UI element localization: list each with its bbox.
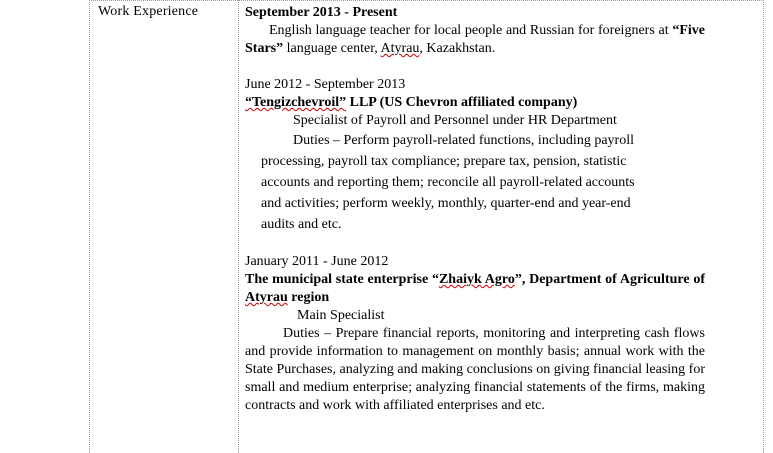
experience-column	[245, 4, 705, 415]
job2-duties	[245, 130, 705, 235]
table-row-divider	[89, 0, 764, 1]
job1-dates: September 2013 - Present	[245, 5, 398, 20]
job3-duties: Duties – Prepare financial reports, monitoring and interpreting cash flows and provide information to management on monthly basis; annual work with the State Purchases, analyzing and making conclusions on giving financial leasing for small and medium enterprise; analyzing financial statements of the firms, making contracts and work with affiliated enterprises and etc.	[245, 326, 705, 413]
job1-desc-text-2: language center,	[283, 41, 381, 56]
job3-position: Main Specialist	[297, 308, 385, 323]
job2-duties-line: accounts and reporting them; reconcile all payroll-related accounts	[261, 175, 635, 190]
job3-org-text-2: ”, Department of Agriculture of	[514, 272, 705, 287]
section-label: Work Experience	[98, 4, 199, 19]
job2-company	[245, 94, 705, 112]
job1-city: Atyrau	[380, 41, 420, 56]
job3-dates: January 2011 - June 2012	[245, 254, 389, 269]
job2-duties-line: Duties – Perform payroll-related functions, including payroll	[293, 133, 634, 148]
job2-dates: June 2012 - September 2013	[245, 77, 406, 92]
table-column-divider	[238, 0, 239, 453]
job2-company-name: “Tengizchevroil”	[245, 95, 347, 110]
job3-organization	[245, 271, 705, 307]
table-border-right	[763, 0, 764, 453]
table-border-left	[89, 0, 90, 453]
job1-company: “Five Stars”	[245, 23, 705, 56]
job1-description	[245, 22, 705, 58]
job3-org-text: The municipal state enterprise “	[245, 272, 439, 287]
job1-desc-text: English language teacher for local people and Russian for foreigners at	[269, 23, 673, 38]
job1-desc-text-3: , Kazakhstan.	[419, 41, 496, 56]
job2-position: Specialist of Payroll and Personnel under HR Department	[293, 113, 617, 128]
job3-org-city: Atyrau	[245, 290, 288, 305]
job3-org-name: Zhaiyk Agro	[438, 272, 515, 287]
job2-company-rest: LLP (US Chevron affiliated company)	[346, 95, 578, 110]
job3-org-text-3: region	[287, 290, 330, 305]
job2-duties-line: audits and etc.	[261, 217, 342, 232]
job2-duties-line: processing, payroll tax compliance; prepare tax, pension, statistic	[261, 154, 627, 169]
job2-duties-line: and activities; perform weekly, monthly, quarter-end and year-end	[261, 196, 631, 211]
